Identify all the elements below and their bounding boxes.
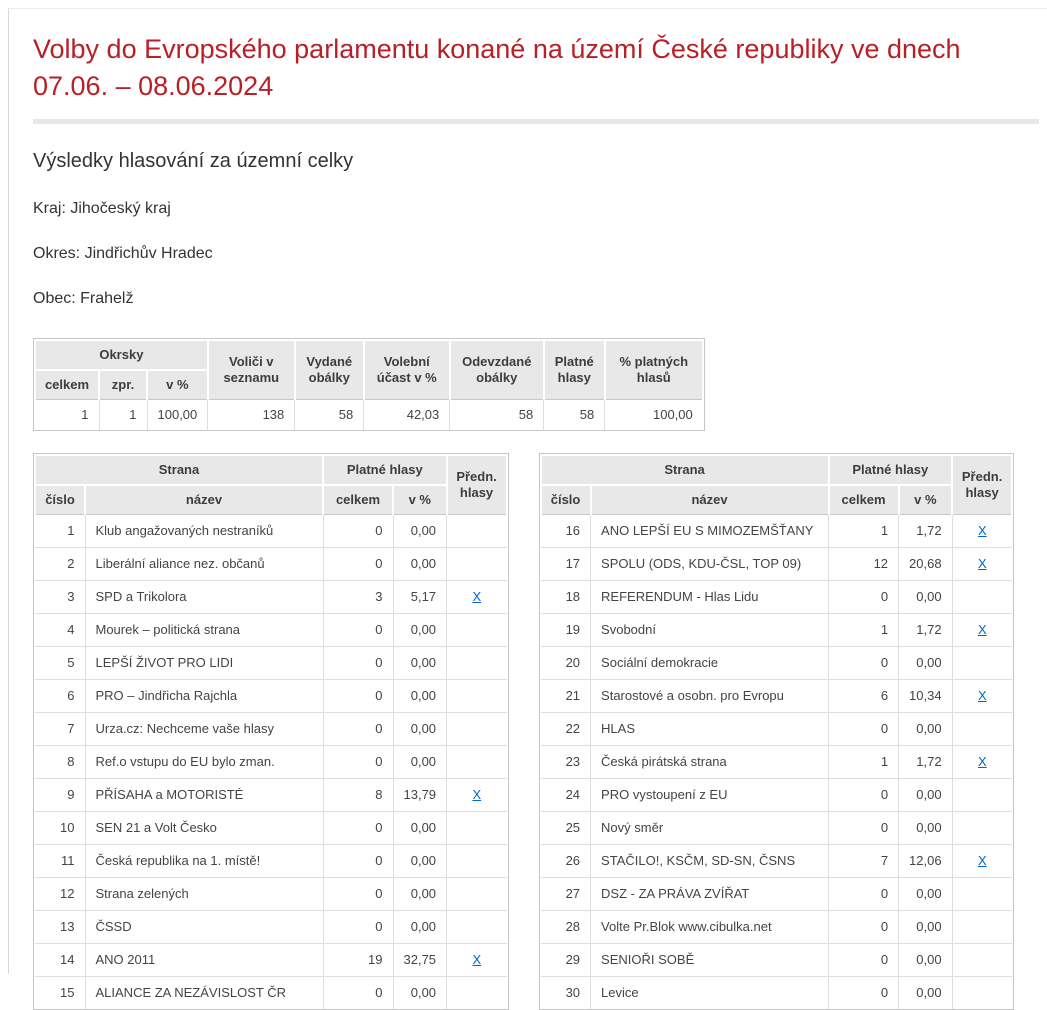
- party-number: 6: [35, 680, 85, 713]
- party-number: 21: [541, 680, 591, 713]
- party-votes-total: 0: [829, 911, 899, 944]
- okrsky-v-pct-value: 100,00: [147, 400, 208, 431]
- party-votes-total: 0: [323, 548, 393, 581]
- party-row: [35, 548, 507, 581]
- party-votes-total: 0: [829, 812, 899, 845]
- party-row: [35, 779, 507, 812]
- party-pref-cell: [952, 680, 1012, 713]
- party-votes-total: 0: [829, 713, 899, 746]
- party-number: 22: [541, 713, 591, 746]
- party-table-right-wrapper: [539, 453, 1015, 1010]
- party-row: [35, 713, 507, 746]
- party-votes-total: 0: [323, 878, 393, 911]
- party-votes-total: 0: [829, 944, 899, 977]
- volebni-ucast-value: 42,03: [364, 400, 450, 431]
- party-name: ALIANCE ZA NEZÁVISLOST ČR: [85, 977, 323, 1010]
- party-row: [541, 944, 1013, 977]
- party-name: Urza.cz: Nechceme vaše hlasy: [85, 713, 323, 746]
- party-number: 9: [35, 779, 85, 812]
- party-pref-cell: [952, 812, 1012, 845]
- party-row: [541, 548, 1013, 581]
- party-number: 13: [35, 911, 85, 944]
- party-name: SEN 21 a Volt Česko: [85, 812, 323, 845]
- party-votes-pct: 0,00: [899, 581, 953, 614]
- party-row: [541, 812, 1013, 845]
- party-number: 27: [541, 878, 591, 911]
- party-pref-cell: [952, 746, 1012, 779]
- pref-votes-link[interactable]: X: [978, 622, 987, 637]
- party-pref-cell: [952, 647, 1012, 680]
- party-pref-cell: [447, 548, 507, 581]
- party-number: 30: [541, 977, 591, 1010]
- party-number: 14: [35, 944, 85, 977]
- party-name: Liberální aliance nez. občanů: [85, 548, 323, 581]
- party-name: Svobodní: [591, 614, 829, 647]
- party-name: ČSSD: [85, 911, 323, 944]
- party-votes-pct: 5,17: [393, 581, 447, 614]
- party-votes-pct: 0,00: [393, 548, 447, 581]
- party-row: [541, 581, 1013, 614]
- party-votes-total: 1: [829, 614, 899, 647]
- party-name: SENIOŘI SOBĚ: [591, 944, 829, 977]
- header-strana: Strana: [35, 455, 323, 485]
- header-celkem: celkem: [829, 485, 899, 515]
- party-name: Ref.o vstupu do EU bylo zman.: [85, 746, 323, 779]
- party-number: 18: [541, 581, 591, 614]
- party-number: 8: [35, 746, 85, 779]
- party-votes-total: 0: [323, 812, 393, 845]
- okrsky-zpr-value: 1: [99, 400, 147, 431]
- party-votes-total: 0: [829, 581, 899, 614]
- party-votes-pct: 10,34: [899, 680, 953, 713]
- header-cislo: číslo: [35, 485, 85, 515]
- header-vydane-obalky: Vydané obálky: [295, 340, 364, 400]
- party-name: REFERENDUM - Hlas Lidu: [591, 581, 829, 614]
- header-volebni-ucast: Volební účast v %: [364, 340, 450, 400]
- location-obec: Obec: Frahelž: [33, 290, 134, 307]
- party-votes-total: 3: [323, 581, 393, 614]
- party-name: PRO vystoupení z EU: [591, 779, 829, 812]
- party-table-left-wrapper: [33, 453, 509, 1010]
- header-predn-hlasy: Předn. hlasy: [447, 455, 507, 515]
- party-votes-total: 0: [323, 680, 393, 713]
- party-number: 26: [541, 845, 591, 878]
- party-name: SPD a Trikolora: [85, 581, 323, 614]
- party-number: 28: [541, 911, 591, 944]
- party-pref-cell: [447, 845, 507, 878]
- party-pref-cell: [952, 944, 1012, 977]
- party-table-left: [34, 454, 508, 1009]
- party-votes-pct: 0,00: [393, 977, 447, 1010]
- party-number: 19: [541, 614, 591, 647]
- header-volici-v-seznamu: Voliči v seznamu: [208, 340, 295, 400]
- party-votes-pct: 0,00: [899, 911, 953, 944]
- party-row: [35, 746, 507, 779]
- party-row: [35, 812, 507, 845]
- party-row: [35, 581, 507, 614]
- pref-votes-link[interactable]: X: [978, 853, 987, 868]
- party-votes-pct: 0,00: [899, 713, 953, 746]
- party-name: Sociální demokracie: [591, 647, 829, 680]
- summary-table: [34, 339, 704, 430]
- party-number: 23: [541, 746, 591, 779]
- party-votes-total: 1: [829, 515, 899, 548]
- party-name: Česká pirátská strana: [591, 746, 829, 779]
- party-votes-total: 1: [829, 746, 899, 779]
- party-row: [541, 647, 1013, 680]
- party-number: 25: [541, 812, 591, 845]
- party-pref-cell: [952, 548, 1012, 581]
- party-pref-cell: [447, 779, 507, 812]
- party-votes-pct: 0,00: [393, 878, 447, 911]
- party-votes-pct: 32,75: [393, 944, 447, 977]
- party-name: Starostové a osobn. pro Evropu: [591, 680, 829, 713]
- party-votes-pct: 0,00: [393, 845, 447, 878]
- party-name: STAČILO!, KSČM, SD-SN, ČSNS: [591, 845, 829, 878]
- location-okres: Okres: Jindřichův Hradec: [33, 245, 213, 262]
- vydane-obalky-value: 58: [295, 400, 364, 431]
- party-votes-total: 0: [323, 647, 393, 680]
- party-row: [541, 746, 1013, 779]
- header-okrsky-celkem: celkem: [35, 370, 99, 400]
- pref-votes-link[interactable]: X: [472, 589, 482, 604]
- party-pref-cell: [952, 911, 1012, 944]
- party-pref-cell: [447, 680, 507, 713]
- location-kraj: Kraj: Jihočeský kraj: [33, 200, 171, 217]
- party-votes-total: 0: [323, 977, 393, 1010]
- party-pref-cell: [447, 977, 507, 1010]
- header-v-pct: v %: [393, 485, 447, 515]
- party-votes-pct: 0,00: [393, 647, 447, 680]
- party-row: [541, 977, 1013, 1010]
- party-votes-pct: 0,00: [899, 779, 953, 812]
- party-votes-pct: 0,00: [899, 878, 953, 911]
- header-okrsky-v-pct: v %: [147, 370, 208, 400]
- header-nazev: název: [85, 485, 323, 515]
- party-name: SPOLU (ODS, KDU-ČSL, TOP 09): [591, 548, 829, 581]
- party-votes-total: 0: [323, 515, 393, 548]
- party-pref-cell: [447, 812, 507, 845]
- party-pref-cell: [447, 746, 507, 779]
- party-row: [35, 878, 507, 911]
- summary-table-wrapper: [33, 338, 705, 431]
- party-row: [35, 944, 507, 977]
- party-row: [35, 845, 507, 878]
- party-votes-pct: 0,00: [899, 977, 953, 1010]
- party-number: 20: [541, 647, 591, 680]
- header-okrsky-zpr: zpr.: [99, 370, 147, 400]
- header-okrsky: Okrsky: [35, 340, 208, 370]
- party-name: ANO LEPŠÍ EU S MIMOZEMŠŤANY: [591, 515, 829, 548]
- party-row: [35, 911, 507, 944]
- party-row: [541, 911, 1013, 944]
- party-name: HLAS: [591, 713, 829, 746]
- party-number: 29: [541, 944, 591, 977]
- party-row: [541, 515, 1013, 548]
- header-pct-platnych-hlasu: % platných hlasů: [605, 340, 703, 400]
- party-row: [35, 614, 507, 647]
- pref-votes-link[interactable]: X: [978, 556, 987, 571]
- party-pref-cell: [447, 515, 507, 548]
- party-votes-pct: 1,72: [899, 746, 953, 779]
- party-number: 11: [35, 845, 85, 878]
- party-pref-cell: [447, 614, 507, 647]
- party-votes-pct: 13,79: [393, 779, 447, 812]
- party-votes-total: 0: [323, 713, 393, 746]
- party-pref-cell: [952, 977, 1012, 1010]
- party-pref-cell: [952, 515, 1012, 548]
- party-pref-cell: [952, 581, 1012, 614]
- party-votes-pct: 12,06: [899, 845, 953, 878]
- party-votes-total: 0: [323, 746, 393, 779]
- party-row: [35, 680, 507, 713]
- pct-platnych-hlasu-value: 100,00: [605, 400, 703, 431]
- pref-votes-link[interactable]: X: [472, 787, 482, 802]
- party-name: Volte Pr.Blok www.cibulka.net: [591, 911, 829, 944]
- party-number: 15: [35, 977, 85, 1010]
- party-row: [541, 680, 1013, 713]
- pref-votes-link[interactable]: X: [978, 523, 987, 538]
- party-votes-total: 0: [829, 647, 899, 680]
- party-row: [541, 878, 1013, 911]
- party-votes-total: 0: [323, 614, 393, 647]
- header-platne-hlasy: Platné hlasy: [323, 455, 447, 485]
- party-name: Česká republika na 1. místě!: [85, 845, 323, 878]
- header-predn-hlasy: Předn. hlasy: [952, 455, 1012, 515]
- party-name: Mourek – politická strana: [85, 614, 323, 647]
- party-number: 12: [35, 878, 85, 911]
- party-votes-total: 6: [829, 680, 899, 713]
- party-pref-cell: [447, 911, 507, 944]
- summary-row: [35, 400, 703, 431]
- party-votes-pct: 0,00: [393, 746, 447, 779]
- page-frame: [8, 8, 1047, 1000]
- party-pref-cell: [447, 878, 507, 911]
- party-number: 17: [541, 548, 591, 581]
- party-number: 2: [35, 548, 85, 581]
- party-votes-total: 19: [323, 944, 393, 977]
- party-votes-total: 7: [829, 845, 899, 878]
- party-tables-row: [33, 453, 1039, 1010]
- party-number: 24: [541, 779, 591, 812]
- volici-v-seznamu-value: 138: [208, 400, 295, 431]
- party-row: [35, 515, 507, 548]
- title-divider: [33, 119, 1039, 124]
- party-name: PRO – Jindřicha Rajchla: [85, 680, 323, 713]
- party-votes-total: 0: [323, 845, 393, 878]
- platne-hlasy-value: 58: [544, 400, 605, 431]
- party-number: 3: [35, 581, 85, 614]
- party-pref-cell: [447, 944, 507, 977]
- header-odevzdane-obalky: Odevzdané obálky: [450, 340, 544, 400]
- party-votes-total: 12: [829, 548, 899, 581]
- header-strana: Strana: [541, 455, 829, 485]
- party-votes-total: 0: [829, 878, 899, 911]
- party-votes-pct: 1,72: [899, 515, 953, 548]
- party-pref-cell: [447, 581, 507, 614]
- party-row: [35, 977, 507, 1010]
- party-row: [541, 779, 1013, 812]
- pref-votes-link[interactable]: X: [472, 952, 482, 967]
- party-number: 16: [541, 515, 591, 548]
- party-votes-total: 0: [323, 911, 393, 944]
- party-votes-pct: 0,00: [393, 713, 447, 746]
- party-votes-pct: 0,00: [393, 515, 447, 548]
- party-pref-cell: [447, 713, 507, 746]
- header-v-pct: v %: [899, 485, 953, 515]
- party-row: [541, 614, 1013, 647]
- party-number: 1: [35, 515, 85, 548]
- page-title: Volby do Evropského parlamentu konané na území České republiky ve dnech 07.06. – 08.06.2024: [33, 34, 961, 101]
- party-votes-pct: 0,00: [899, 812, 953, 845]
- party-votes-pct: 0,00: [393, 614, 447, 647]
- party-votes-pct: 0,00: [899, 944, 953, 977]
- party-row: [541, 845, 1013, 878]
- pref-votes-link[interactable]: X: [978, 688, 987, 703]
- party-pref-cell: [952, 878, 1012, 911]
- party-name: Klub angažovaných nestraníků: [85, 515, 323, 548]
- party-number: 5: [35, 647, 85, 680]
- party-votes-pct: 0,00: [899, 647, 953, 680]
- party-number: 4: [35, 614, 85, 647]
- party-row: [35, 647, 507, 680]
- party-pref-cell: [952, 614, 1012, 647]
- party-pref-cell: [447, 647, 507, 680]
- party-pref-cell: [952, 713, 1012, 746]
- section-heading: Výsledky hlasování za územní celky: [33, 150, 354, 172]
- page-content: [9, 9, 1047, 1010]
- pref-votes-link[interactable]: X: [978, 754, 987, 769]
- party-table-right: [540, 454, 1014, 1009]
- party-votes-pct: 0,00: [393, 680, 447, 713]
- party-number: 7: [35, 713, 85, 746]
- party-row: [541, 713, 1013, 746]
- party-votes-pct: 0,00: [393, 911, 447, 944]
- party-votes-pct: 0,00: [393, 812, 447, 845]
- party-votes-total: 0: [829, 977, 899, 1010]
- party-pref-cell: [952, 779, 1012, 812]
- party-number: 10: [35, 812, 85, 845]
- party-votes-pct: 20,68: [899, 548, 953, 581]
- odevzdane-obalky-value: 58: [450, 400, 544, 431]
- header-cislo: číslo: [541, 485, 591, 515]
- header-nazev: název: [591, 485, 829, 515]
- party-name: PŘÍSAHA a MOTORISTÉ: [85, 779, 323, 812]
- party-votes-pct: 1,72: [899, 614, 953, 647]
- party-name: Strana zelených: [85, 878, 323, 911]
- header-platne-hlasy: Platné hlasy: [544, 340, 605, 400]
- party-name: ANO 2011: [85, 944, 323, 977]
- party-votes-total: 0: [829, 779, 899, 812]
- okrsky-celkem-value: 1: [35, 400, 99, 431]
- party-name: Nový směr: [591, 812, 829, 845]
- party-pref-cell: [952, 845, 1012, 878]
- party-name: DSZ - ZA PRÁVA ZVÍŘAT: [591, 878, 829, 911]
- party-name: Levice: [591, 977, 829, 1010]
- party-votes-total: 8: [323, 779, 393, 812]
- header-celkem: celkem: [323, 485, 393, 515]
- header-platne-hlasy: Platné hlasy: [829, 455, 953, 485]
- party-name: LEPŠÍ ŽIVOT PRO LIDI: [85, 647, 323, 680]
